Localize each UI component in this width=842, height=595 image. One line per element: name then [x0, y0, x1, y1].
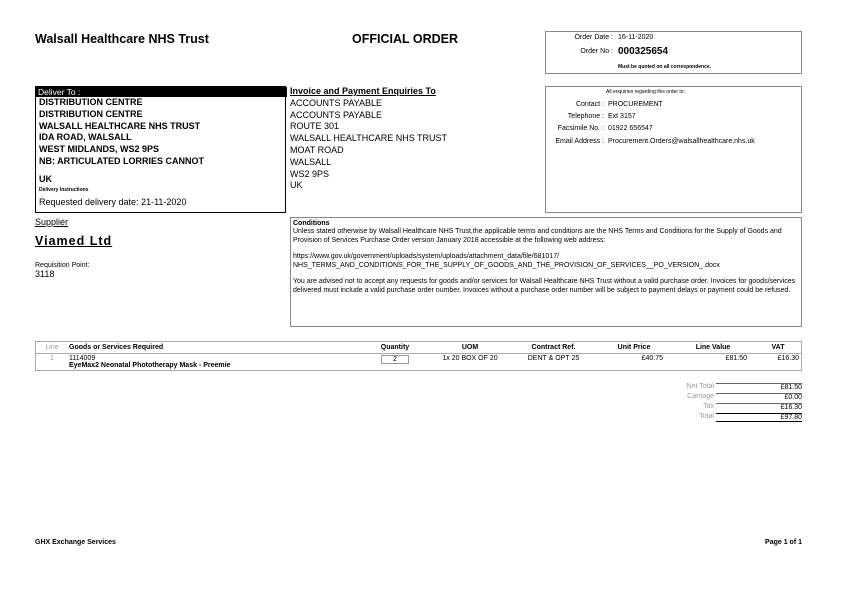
col-goods: Goods or Services Required [69, 344, 164, 351]
carriage-label: Carriage [687, 393, 714, 400]
contact-value: PROCUREMENT [608, 101, 663, 108]
enquiries-intro: All enquiries regarding this order to: [606, 89, 685, 95]
col-unit-price: Unit Price [617, 344, 651, 351]
footer-page-number: Page 1 of 1 [765, 539, 802, 546]
grand-total-row [640, 413, 802, 425]
quote-note: Must be quoted on all correspondence. [618, 64, 712, 70]
requested-delivery-label: Requested delivery date: [39, 197, 139, 207]
conditions-paragraph: Unless stated otherwise by Walsall Healthcare NHS Trust,the applicable terms and conditions are the NHS Terms and Conditions for the Supply of Goods and Provision of Services Purchase Order version January 2018 accessible at the following web address: [293, 228, 782, 244]
cell-line: 1 [50, 355, 54, 362]
requested-delivery [39, 197, 186, 209]
trust-name: Walsall Healthcare NHS Trust [35, 32, 209, 46]
totals-block [640, 383, 802, 425]
order-date-label: Order Date : [574, 34, 613, 41]
invoice-line: WALSALL [290, 156, 332, 167]
cell-unit-price: £40.75 [641, 355, 663, 362]
order-lines-table [35, 341, 802, 371]
contact-label: Contact : [575, 101, 604, 108]
tax-value: £16.30 [716, 403, 802, 411]
invoice-line: ACCOUNTS PAYABLE [290, 97, 383, 108]
email-label: Email Address : [555, 138, 604, 145]
telephone-value: Ext 3157 [608, 113, 636, 120]
order-date: 16-11-2020 [618, 34, 654, 41]
cell-goods [68, 354, 360, 371]
document-title: OFFICIAL ORDER [352, 32, 459, 46]
conditions-box [290, 217, 802, 327]
deliver-line: DISTRIBUTION CENTRE [39, 97, 143, 107]
table-header-row [36, 342, 802, 354]
net-total-row [640, 383, 802, 393]
grand-total-value: £97.80 [716, 413, 802, 422]
tax-label: Tax [703, 403, 714, 410]
order-number: 000325654 [618, 46, 669, 57]
carriage-value: £0.00 [716, 393, 802, 401]
requested-delivery-date: 21-11-2020 [141, 197, 187, 207]
requisition-point-label: Requisition Point: [35, 262, 90, 269]
tax-row [640, 403, 802, 413]
cell-contract: DENT & OPT 25 [527, 355, 580, 362]
carriage-row [640, 393, 802, 403]
invoice-title: Invoice and Payment Enquiries To [290, 86, 436, 96]
conditions-title: Conditions [293, 220, 330, 227]
invoice-line: WS2 9PS [290, 168, 330, 179]
supplier-title: Supplier [35, 217, 69, 227]
deliver-line: WEST MIDLANDS, WS2 9PS [39, 144, 160, 155]
conditions-url: https://www.gov.uk/government/uploads/system/uploads/attachment_data/file/681017/ [293, 253, 560, 260]
order-info-box [545, 31, 802, 74]
deliver-to-title: Deliver To : [36, 87, 287, 97]
invoice-line: ACCOUNTS PAYABLE [290, 109, 383, 120]
deliver-address [39, 97, 204, 168]
footer-left: GHX Exchange Services [35, 539, 116, 546]
deliver-line: NB: ARTICULATED LORRIES CANNOT [39, 155, 204, 166]
col-line: Line [45, 344, 59, 351]
enquiries-box [545, 86, 802, 213]
email-value: Procurement.Orders@walsallhealthcare.nhs.uk [608, 138, 755, 145]
conditions-url: NHS_TERMS_AND_CONDITIONS_FOR_THE_SUPPLY_OF_GOODS_AND_THE_PROVISION_OF_SERVICES__PO_VERSION_.docx [293, 261, 720, 269]
cell-vat: £16.30 [777, 355, 799, 362]
col-line-value: Line Value [695, 344, 731, 351]
col-vat: VAT [771, 344, 785, 351]
quantity-value: 2 [381, 355, 409, 364]
item-description: EyeMax2 Neonatal Phototherapy Mask - Preemie [69, 362, 231, 369]
deliver-line: IDA ROAD, WALSALL [39, 132, 132, 143]
deliver-to-box [35, 86, 286, 213]
invoice-line: ROUTE 301 [290, 121, 340, 132]
telephone-label: Telephone : [567, 113, 604, 120]
requisition-point-value: 3118 [35, 269, 55, 279]
col-uom: UOM [461, 344, 479, 351]
col-quantity: Quantity [380, 344, 410, 351]
item-code: 1114009 [69, 355, 96, 362]
delivery-instructions-label: Delivery Instructions [39, 187, 89, 193]
net-total-label: Net Total [686, 383, 714, 390]
conditions-paragraph: You are advised not to accept any requests for goods and/or services for Walsall Healthcare NHS Trust without a valid purchase order. Invoices for goods/services delivered must include a valid purchase order number. Invoices without a purchase order number will be subject to payment delays or payment could be refused. [293, 278, 796, 294]
deliver-line: DISTRIBUTION CENTRE [39, 108, 143, 119]
supplier-name: Viamed Ltd [35, 234, 113, 248]
deliver-country: UK [39, 174, 52, 184]
fax-value: 01922 656547 [608, 125, 653, 132]
order-no-label: Order No : [580, 48, 613, 55]
invoice-line: UK [290, 180, 303, 191]
col-contract: Contract Ref. [531, 344, 576, 351]
fax-label: Facsimile No. : [557, 125, 604, 132]
invoice-section [290, 86, 447, 192]
deliver-line: WALSALL HEALTHCARE NHS TRUST [39, 120, 201, 131]
grand-total-label: Total [699, 413, 714, 420]
conditions-text [293, 228, 801, 295]
invoice-line: WALSALL HEALTHCARE NHS TRUST [290, 133, 448, 144]
cell-quantity [360, 354, 430, 371]
table-row [36, 354, 802, 371]
cell-uom: 1x 20 BOX OF 20 [442, 355, 498, 362]
invoice-line: MOAT ROAD [290, 144, 344, 155]
net-total-value: £81.50 [716, 383, 802, 391]
cell-line-value: £81.50 [725, 355, 747, 362]
